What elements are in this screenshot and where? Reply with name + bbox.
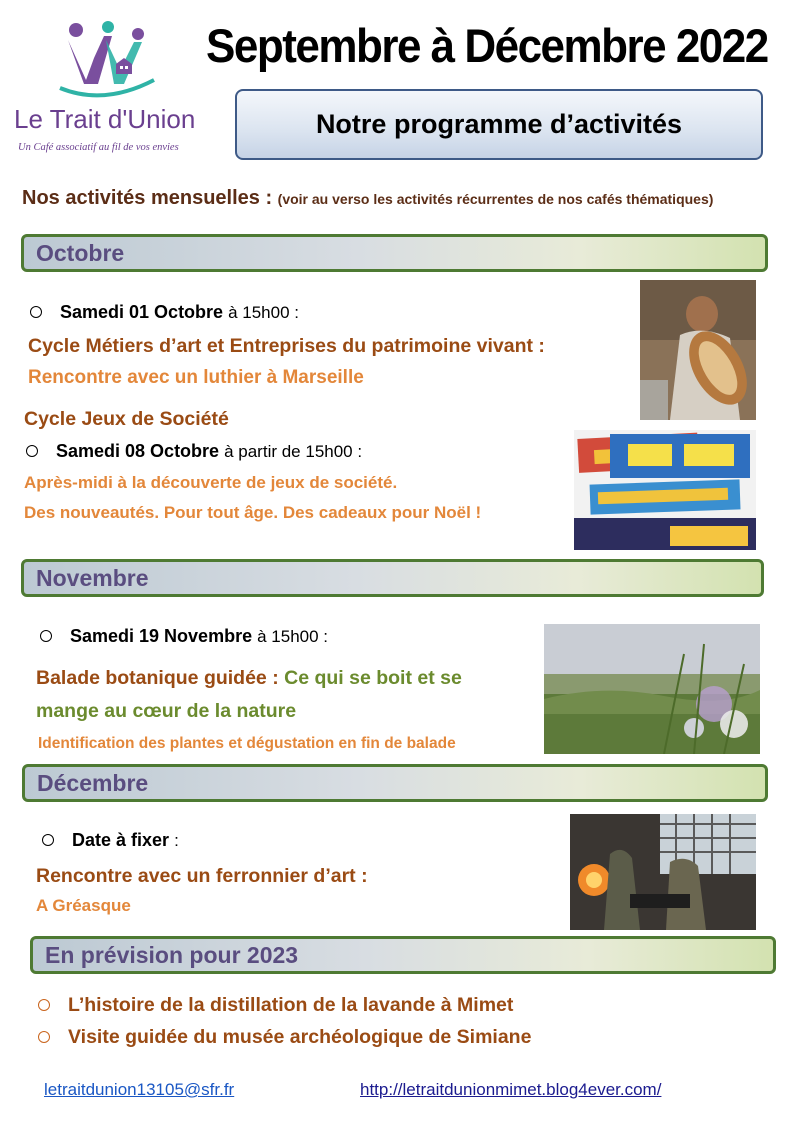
section-band-october: Octobre xyxy=(21,234,768,272)
monthly-heading xyxy=(22,187,713,210)
monthly-heading-note: (voir au verso les activités récurrentes de nos cafés thématiques) xyxy=(277,191,714,207)
subtitle-box: Notre programme d’activités xyxy=(235,89,763,160)
december-date-suffix: : xyxy=(174,831,179,850)
logo xyxy=(14,18,204,158)
forecast-item-2 xyxy=(38,1026,531,1049)
bullet-icon xyxy=(38,1031,50,1043)
december-date: Date à fixer xyxy=(72,830,170,850)
october-event2-line1: Après-midi à la découverte de jeux de société. xyxy=(24,473,398,492)
october-event2-date-line xyxy=(26,441,362,462)
november-title-line xyxy=(36,667,462,690)
section-band-november: Novembre xyxy=(21,559,764,597)
october-event2-time: à partir de 15h00 : xyxy=(224,442,363,461)
november-date: Samedi 19 Novembre xyxy=(70,626,253,646)
photo-nature xyxy=(544,624,760,754)
monthly-heading-text: Nos activités mensuelles : xyxy=(22,187,273,209)
photo-board-games xyxy=(574,430,756,550)
bullet-icon xyxy=(30,306,42,318)
section-band-forecast: En prévision pour 2023 xyxy=(30,936,776,974)
forecast-item-2-text: Visite guidée du musée archéologique de Simiane xyxy=(68,1026,532,1048)
october-event2-cycle: Cycle Jeux de Société xyxy=(24,408,229,430)
november-title-line2: mange au cœur de la nature xyxy=(36,700,297,722)
november-title: Balade botanique guidée : xyxy=(36,667,279,689)
november-detail: Identification des plantes et dégustation en fin de balade xyxy=(38,735,456,752)
footer-email-link[interactable]: letraitdunion13105@sfr.fr xyxy=(44,1080,235,1099)
december-place: A Gréasque xyxy=(36,896,131,915)
november-time: à 15h00 : xyxy=(257,627,329,646)
photo-luthier xyxy=(640,280,756,420)
october-event2-line2: Des nouveautés. Pour tout âge. Des cadeaux pour Noël ! xyxy=(24,503,482,522)
logo-tagline: Un Café associatif au fil de vos envies xyxy=(18,142,179,153)
forecast-item-1-text: L’histoire de la distillation de la lavande à Mimet xyxy=(68,994,514,1016)
bullet-icon xyxy=(38,999,50,1011)
december-date-line xyxy=(42,830,179,851)
bullet-icon xyxy=(26,445,38,457)
forecast-item-1 xyxy=(38,994,513,1017)
bullet-icon xyxy=(42,834,54,846)
logo-name: Le Trait d'Union xyxy=(14,104,196,134)
october-event1-detail: Rencontre avec un luthier à Marseille xyxy=(28,367,364,388)
november-date-line xyxy=(40,626,328,647)
photo-forge xyxy=(570,814,756,930)
bullet-icon xyxy=(40,630,52,642)
december-title: Rencontre avec un ferronnier d’art : xyxy=(36,865,368,887)
october-event1-time: à 15h00 : xyxy=(228,303,299,322)
section-band-december: Décembre xyxy=(22,764,768,802)
footer-website-link[interactable]: http://letraitdunionmimet.blog4ever.com/ xyxy=(360,1080,662,1099)
logo-figures-icon xyxy=(54,18,204,104)
page-title: Septembre à Décembre 2022 xyxy=(206,20,768,73)
october-event1-date: Samedi 01 Octobre xyxy=(60,302,224,322)
october-event1-cycle: Cycle Métiers d’art et Entreprises du patrimoine vivant : xyxy=(28,335,545,357)
october-event2-date: Samedi 08 Octobre xyxy=(56,441,220,461)
november-title-rest: Ce qui se boit et se xyxy=(284,667,462,689)
october-event1-date-line xyxy=(30,302,299,323)
